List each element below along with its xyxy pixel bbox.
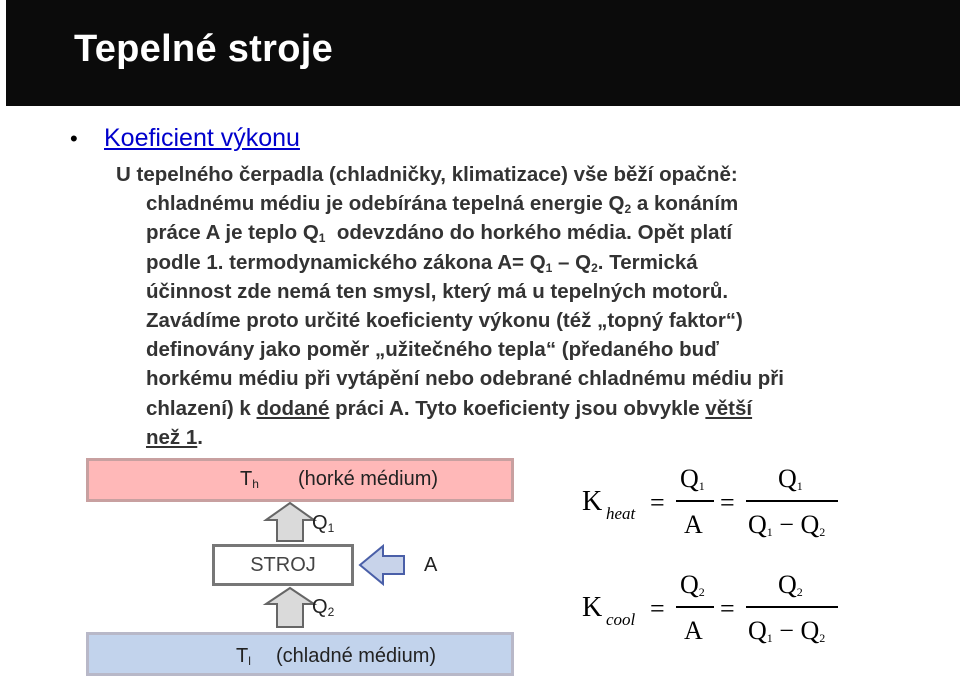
k-cool-den-2: $Q_1 - Q_2$	[748, 616, 826, 645]
cold-temperature-label: $T_l$	[236, 645, 251, 668]
underlined-nez-1: než 1	[146, 425, 198, 449]
k-heat-den-2: $Q_1 - Q_2$	[748, 510, 826, 539]
k-cool-fraction-bar-1	[676, 606, 714, 608]
work-label: A	[424, 554, 438, 576]
k-heat-equals-1: =	[650, 488, 665, 517]
bullet-dot: •	[70, 126, 78, 151]
slide-title: Tepelné stroje	[74, 28, 334, 70]
q1-up-arrow	[266, 503, 314, 541]
k-cool-fraction-bar-2	[746, 606, 838, 608]
section-heading[interactable]: Koeficient výkonu	[104, 124, 300, 152]
paragraph-line-5: účinnost zde nemá ten smysl, který má u tepelných motorů.	[146, 279, 729, 303]
engine-box: STROJ	[212, 544, 354, 586]
q2-up-arrow	[266, 588, 314, 627]
hot-medium-label: (horké médium)	[298, 468, 439, 490]
paragraph-line-6: Zavádíme proto určité koeficienty výkonu (též „topný faktor“)	[146, 309, 743, 333]
k-heat-equals-2: =	[720, 488, 735, 517]
k-cool-equals-2: =	[720, 594, 735, 623]
k-heat-fraction-bar-2	[746, 500, 838, 502]
hot-temperature-label: $T_h$	[240, 468, 259, 491]
k-heat-symbol: K	[582, 486, 603, 517]
paragraph-line-7: definovány jako poměr „užitečného tepla“ (předaného buď	[146, 338, 719, 362]
underlined-vetsi: větší	[705, 396, 753, 420]
k-heat-num-1: $Q_1$	[680, 464, 705, 493]
paragraph-line-8: horkému médiu při vytápění nebo odebrané chladnému médiu při	[146, 367, 784, 391]
k-cool-subscript: cool	[606, 610, 636, 629]
underlined-dodane: dodané	[256, 396, 330, 420]
k-heat-den-1: A	[684, 510, 703, 539]
k-cool-num-2: $Q_2$	[778, 570, 803, 599]
paragraph-line-1: U tepelného čerpadla (chladničky, klimatizace) vše běží opačně:	[116, 163, 738, 186]
q1-label: $Q_1$	[312, 512, 335, 535]
k-cool-den-1: A	[684, 616, 703, 645]
k-heat-fraction-bar-1	[676, 500, 714, 502]
paragraph-line-2: chladnému médiu je odebírána tepelná energie $Q_2$ a konáním	[146, 192, 739, 217]
cold-medium-label: (chladné médium)	[276, 645, 437, 667]
k-cool-num-1: $Q_2$	[680, 570, 705, 599]
q2-label: $Q_2$	[312, 596, 335, 619]
paragraph-line-3: práce A je teplo $Q_1$ odevzdáno do horkého média. Opět platí	[146, 221, 733, 246]
work-left-arrow	[360, 546, 404, 584]
k-heat-subscript: heat	[606, 504, 636, 523]
paragraph-line-9: chlazení) k dodané práci A. Tyto koeficienty jsou obvykle větší	[146, 396, 753, 420]
paragraph-line-4: podle 1. termodynamického zákona $A= Q_1 - Q_2$. Termická	[146, 250, 698, 275]
k-cool-equals-1: =	[650, 594, 665, 623]
k-cool-symbol: K	[582, 592, 603, 623]
paragraph-line-10: než 1.	[146, 425, 203, 449]
k-heat-num-2: $Q_1$	[778, 464, 803, 493]
